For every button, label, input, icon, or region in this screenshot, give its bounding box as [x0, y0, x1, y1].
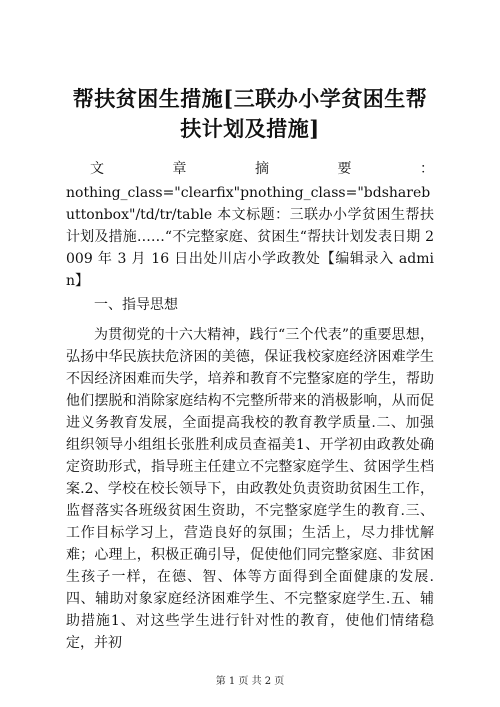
section-heading: 一、指导思想 [94, 297, 178, 313]
document-title: 帮扶贫困生措施[三联办小学贫困生帮扶计划及措施] [72, 86, 428, 141]
abstract-header-char: 摘 [255, 161, 269, 177]
abstract-header-char: 章 [172, 161, 187, 177]
abstract-header [66, 158, 434, 180]
body-paragraph: 为贯彻党的十六大精神，践行“三个代表”的重要思想，弘扬中华民族扶危济困的美德，保证我校家庭经济困难学生不因经济困难而失学，培养和教育不完整家庭的学生，帮助他们摆脱和消除家庭结构不完整所带来的消极影响，从而促进义务教育发展，全面提高我校的教育教学质量.二、加强组织领导小组组长张胜利成员查福美1、开学初由政教处确定资助形式，指导班主任建立不完整家庭学生、贫困学生档案.2、学校在校长领导下，由政教处负责资助贫困生工作，监督落实各班级贫困生资助，不完整家庭学生的教育.三、工作目标学习上，营造良好的氛围；生活上，尽力排忧解难；心理上，积极正确引导，促使他们同完整家庭、非贫困生孩子一样，在德、智、体等方面得到全面健康的发展.四、辅助对象家庭经济困难学生、不完整家庭学生.五、辅助措施1、对这些学生进行针对性的教育，使他们情绪稳定，并初 [66, 327, 434, 651]
page-footer: 第 1 页 共 2 页 [215, 676, 285, 687]
abstract-header-char: 文 [90, 161, 104, 177]
abstract-header-char: 要 [337, 161, 352, 177]
abstract-body: nothing_class="clearfix"pnothing_class="bdsharebuttonbox"/td/tr/table 本文标题：三联办小学贫困生帮扶计划及措施……“不完整家庭、贫困生“帮扶计划发表日期 2009 年 3 月 16 日出处川店小学政教处【编辑录入 admin】 [66, 185, 434, 289]
abstract-header-char: ： [420, 161, 434, 177]
